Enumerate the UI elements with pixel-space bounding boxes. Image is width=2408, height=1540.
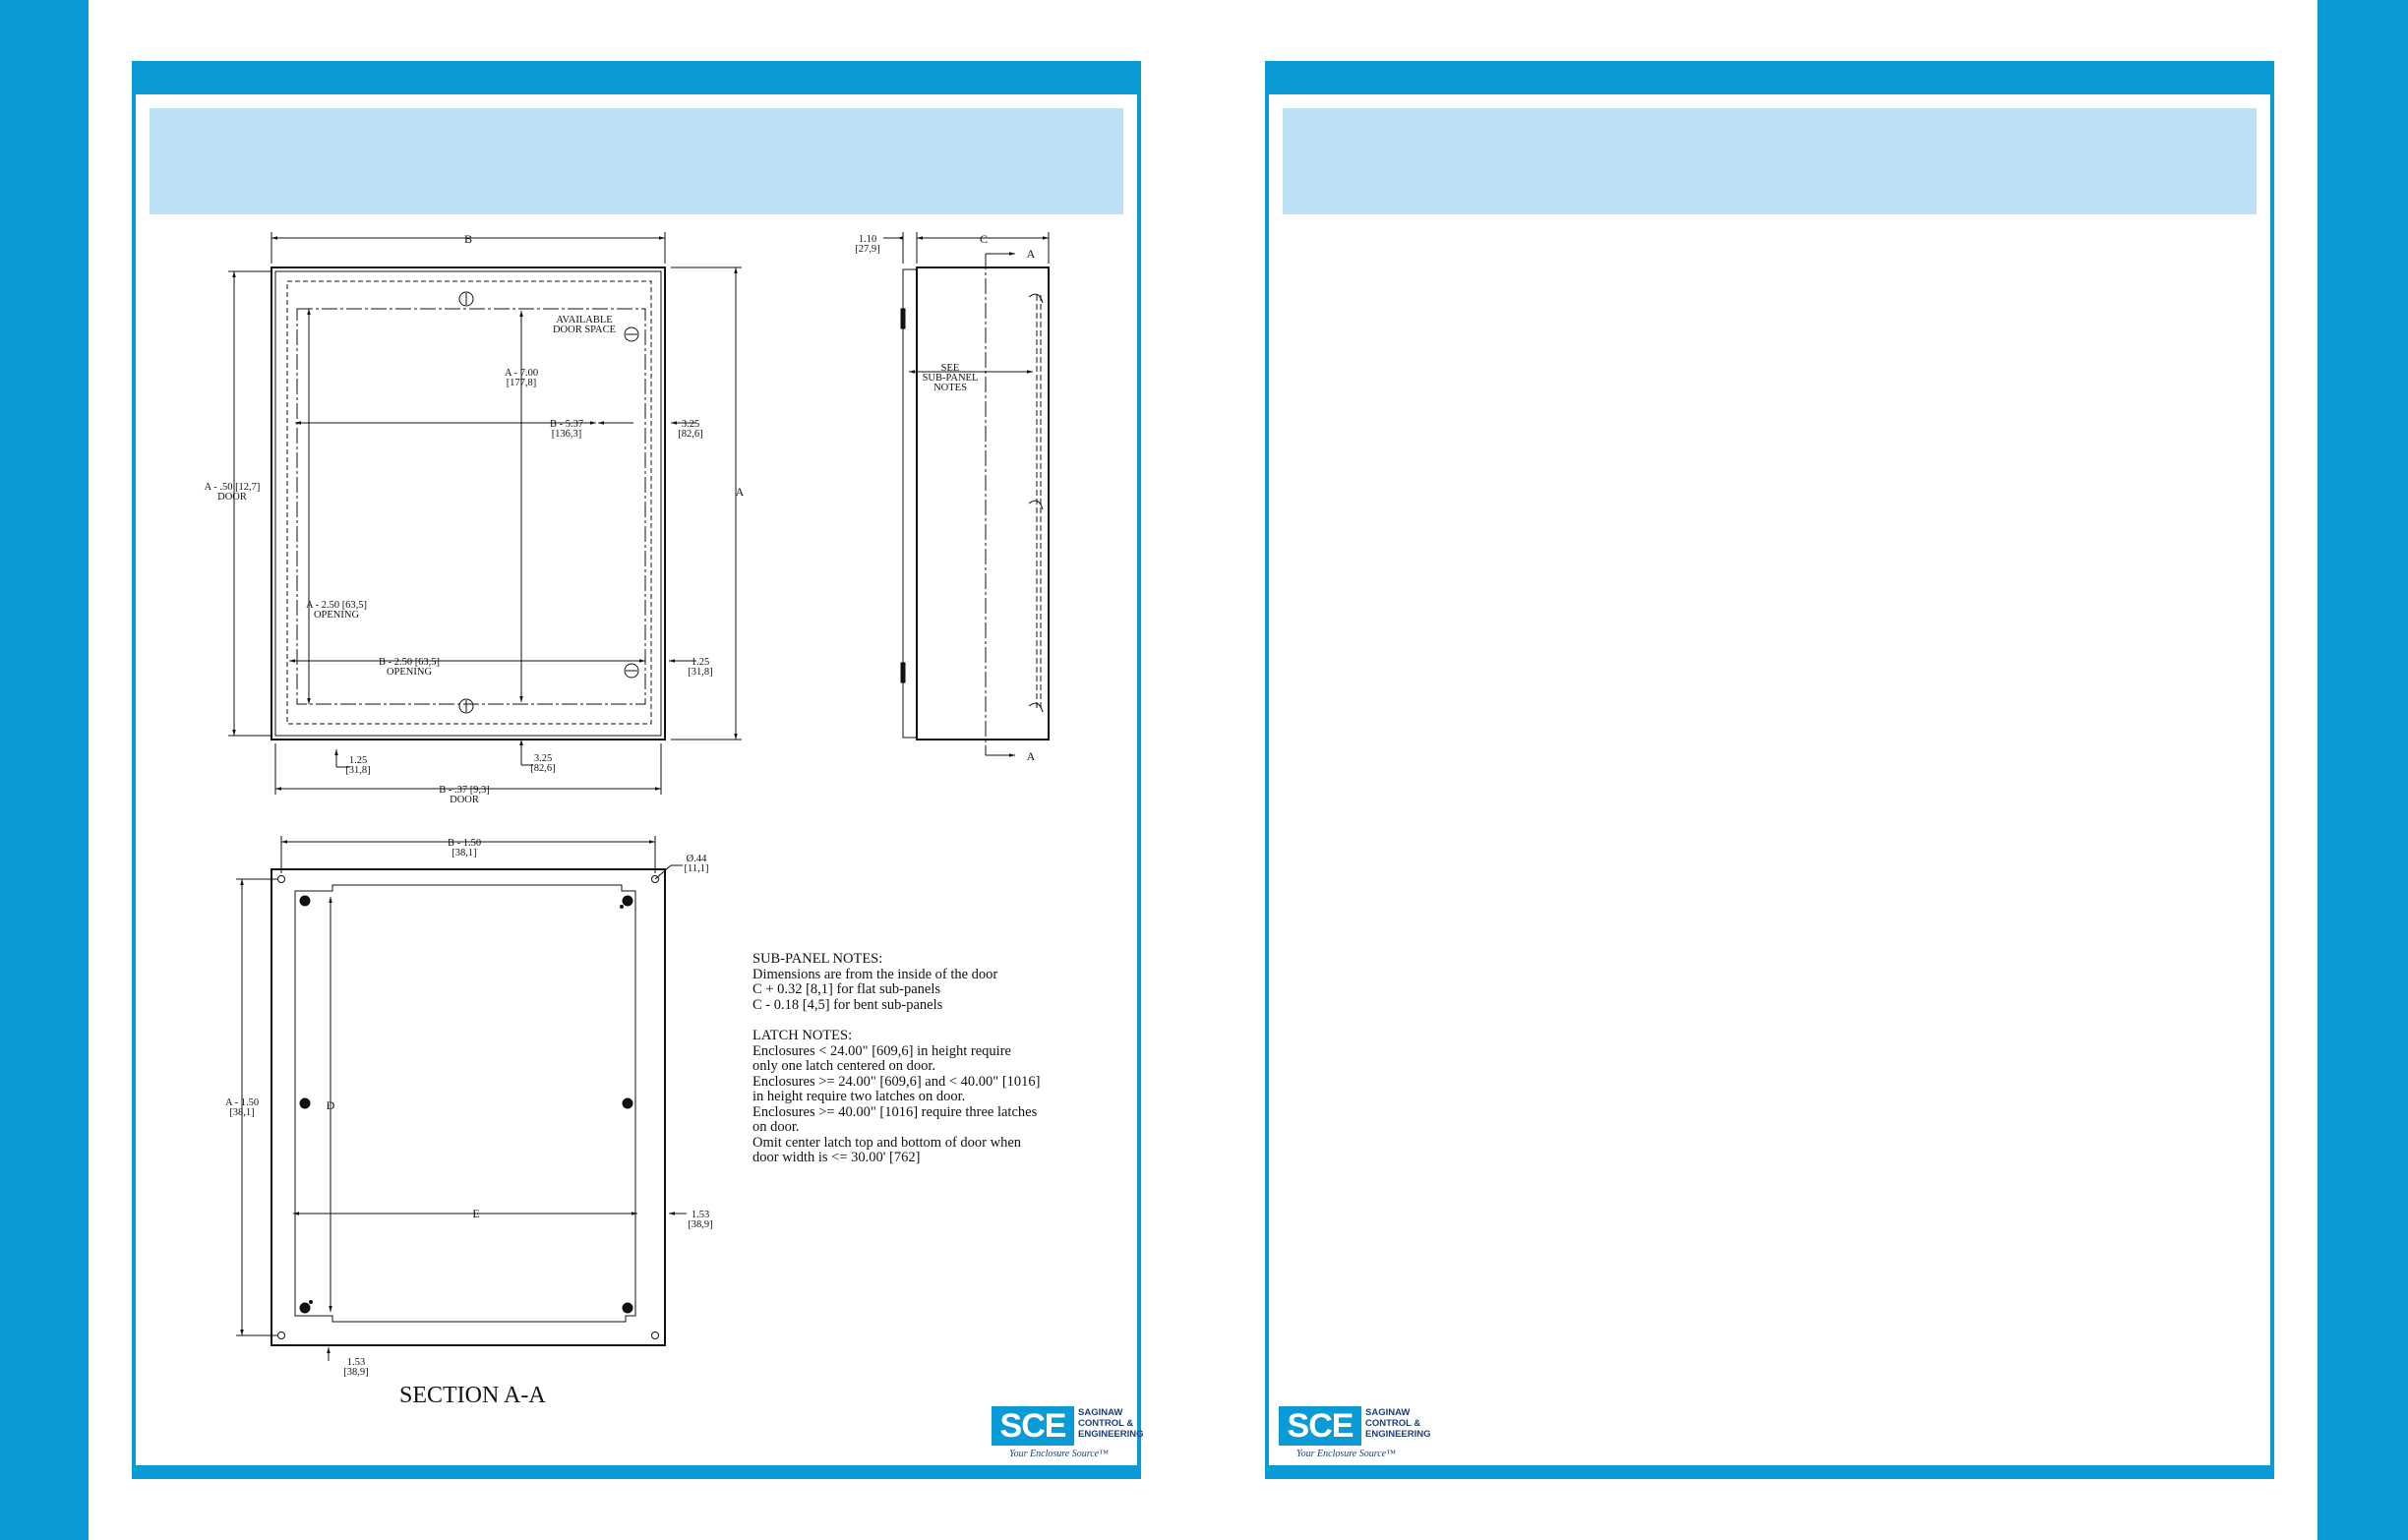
section-label: SECTION A-A: [399, 1383, 546, 1408]
opening-outline: [297, 309, 645, 704]
front-view: [228, 232, 742, 795]
hole-dia-label: Ø.44: [686, 854, 707, 864]
latch-note-line: Enclosures >= 40.00" [1016] require three latches: [752, 1103, 1038, 1120]
stud-icon: [623, 1303, 632, 1313]
latch-note-line: Omit center latch top and bottom of door when: [752, 1134, 1022, 1151]
dim-125-bottom-metric: [31,8]: [345, 765, 371, 776]
section-marker-bottom: A: [1026, 749, 1036, 763]
drawing-page-right: [1265, 61, 2274, 1479]
subpanel-view: [236, 836, 687, 1361]
latch-notes: [752, 1029, 1077, 1166]
logo-name-line: SAGINAW: [1365, 1407, 1411, 1418]
dim-153-right-label: 1.53: [691, 1210, 710, 1220]
technical-drawing: [136, 61, 1145, 1479]
see-notes-label-3: NOTES: [933, 383, 967, 393]
stud-icon: [623, 896, 632, 906]
dim-a700-metric: [177,8]: [506, 378, 537, 388]
dim-b537-metric: [136,3]: [551, 429, 582, 440]
subpanel-height-metric: [38,1]: [229, 1107, 255, 1118]
left-sidebar-stripe: [0, 0, 89, 1540]
logo-mark: SCE: [992, 1406, 1074, 1446]
mounting-hole-icon: [652, 1333, 659, 1339]
door-width-label: B - .37 [9,3]: [439, 785, 490, 796]
logo-tagline: Your Enclosure Source™: [1009, 1449, 1109, 1459]
page-bottom-bar: [132, 1465, 1141, 1475]
dim-c-label: C: [979, 232, 989, 246]
dim-110-label: 1.10: [858, 234, 877, 245]
dim-153-bottom-label: 1.53: [346, 1357, 366, 1368]
available-space-label: AVAILABLE: [556, 315, 613, 326]
subpanel-height-label: A - 1.50: [224, 1097, 260, 1108]
page-bottom-bar: [1265, 1465, 2274, 1475]
see-notes-label-2: SUB-PANEL: [922, 373, 979, 384]
opening-height-label: A - 2.50 [63,5]: [305, 600, 368, 611]
latch-note-line: on door.: [752, 1119, 800, 1135]
logo-mark: SCE: [1279, 1406, 1361, 1446]
dim-153-bottom-metric: [38,9]: [343, 1367, 369, 1378]
logo-tagline: Your Enclosure Source™: [1296, 1449, 1396, 1459]
door-outline: [275, 271, 661, 736]
dim-a-label: A: [735, 485, 745, 499]
dim-b537-label: B - 5.37: [549, 419, 584, 430]
enclosure-side-outline: [917, 267, 1049, 740]
door-width-label-2: DOOR: [450, 795, 479, 805]
subpanel-note-line: Dimensions are from the inside of the door: [752, 966, 998, 982]
side-view: [883, 232, 1049, 755]
logo-name-line: CONTROL &: [1365, 1418, 1421, 1429]
company-logo: [1279, 1404, 1431, 1465]
latch-notes-title: LATCH NOTES:: [752, 1028, 853, 1043]
see-notes-label: SEE: [940, 363, 960, 374]
dim-d-label: D: [326, 1098, 335, 1112]
dim-325-right-metric: [82,6]: [678, 429, 703, 440]
stud-icon: [300, 1303, 310, 1313]
dim-325-bottom-metric: [82,6]: [530, 763, 556, 774]
right-sidebar-stripe: [2318, 0, 2408, 1540]
enclosure-outline: [271, 267, 665, 740]
subpanel-notes-title: SUB-PANEL NOTES:: [752, 951, 883, 967]
dim-a700-label: A - 7.00: [504, 368, 539, 379]
subpanel-note-line: C + 0.32 [8,1] for flat sub-panels: [752, 981, 940, 997]
opening-width-label-2: OPENING: [386, 667, 433, 678]
door-space-outline: [287, 281, 651, 724]
section-marker-top: A: [1026, 247, 1036, 261]
logo-name-line: CONTROL &: [1078, 1418, 1134, 1429]
subpanel-note-line: C - 0.18 [4,5] for bent sub-panels: [752, 996, 943, 1013]
door-height-label-2: DOOR: [217, 492, 247, 503]
dim-325-bottom-label: 3.25: [533, 753, 553, 764]
dim-125-right-metric: [31,8]: [688, 667, 713, 678]
logo-name-line: ENGINEERING: [1365, 1429, 1431, 1440]
opening-width-label: B - 2.50 [63,5]: [378, 657, 441, 668]
door-height-label: A - .50 [12,7]: [204, 482, 261, 493]
latch-note-line: only one latch centered on door.: [752, 1058, 936, 1074]
drawing-page-left: [132, 61, 1144, 1479]
company-logo: [992, 1404, 1144, 1465]
dim-e-label: E: [472, 1207, 480, 1220]
subpanel-inner-outline: [295, 885, 635, 1322]
dim-125-bottom-label: 1.25: [348, 755, 368, 766]
logo-name: [1365, 1407, 1431, 1440]
mounting-hole-icon: [278, 1333, 285, 1339]
stud-icon: [623, 1098, 632, 1108]
page-top-bar: [1265, 61, 2274, 94]
logo-name-line: ENGINEERING: [1078, 1429, 1144, 1440]
dim-110-metric: [27,9]: [855, 244, 880, 255]
available-space-label-2: DOOR SPACE: [552, 325, 617, 335]
mounting-hole-icon: [278, 876, 285, 883]
latch-note-line: in height require two latches on door.: [752, 1089, 966, 1104]
hole-dia-metric: [11,1]: [684, 863, 709, 874]
dim-325-right-label: 3.25: [681, 419, 700, 430]
dim-b-label: B: [463, 232, 473, 246]
latch-note-line: door width is <= 30.00' [762]: [752, 1150, 921, 1165]
subpanel-notes: [752, 952, 1077, 1013]
stud-icon: [300, 1098, 310, 1108]
subpanel-width-metric: [38,1]: [452, 848, 477, 859]
subpanel-width-label: B - 1.50: [447, 838, 482, 849]
drawing-notes: [752, 952, 1077, 1182]
latch-note-line: Enclosures < 24.00" [609,6] in height require: [752, 1042, 1011, 1059]
logo-name: [1078, 1407, 1144, 1440]
latch-note-line: Enclosures >= 24.00" [609,6] and < 40.00" [1016]: [752, 1073, 1041, 1090]
dim-153-right-metric: [38,9]: [688, 1219, 713, 1230]
stud-icon: [300, 896, 310, 906]
dim-125-right-label: 1.25: [691, 657, 710, 668]
opening-height-label-2: OPENING: [313, 610, 360, 621]
title-band: [1283, 108, 2257, 214]
logo-name-line: SAGINAW: [1078, 1407, 1123, 1418]
